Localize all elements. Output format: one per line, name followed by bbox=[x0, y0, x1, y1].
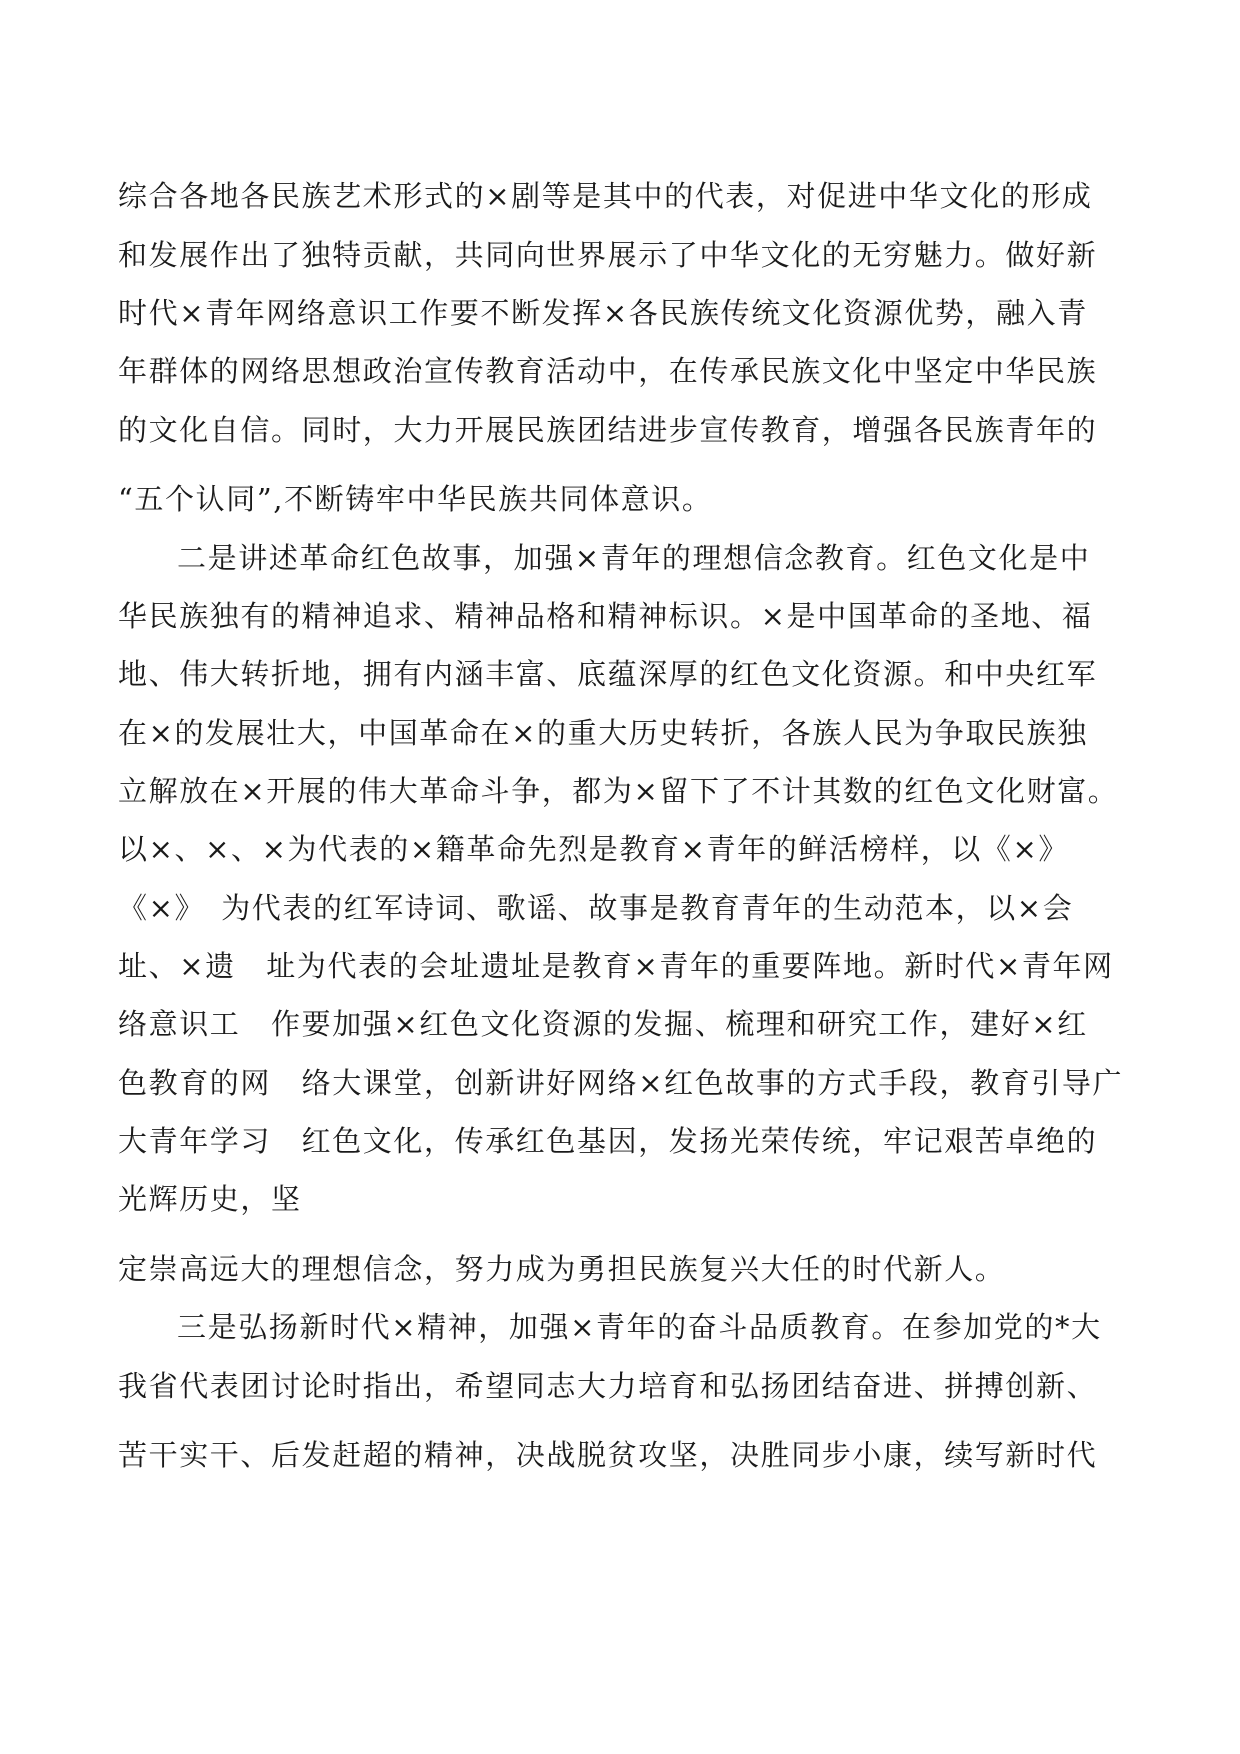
paragraph-3-first-line: 三是弘扬新时代×精神，加强×青年的奋斗品质教育。在参加党的*大 bbox=[177, 1310, 1102, 1344]
text-line-22: 苦干实干、后发赶超的精神，决战脱贫攻坚，决胜同步小康，续写新时代 bbox=[118, 1438, 1098, 1472]
text-line-10: 在×的发展壮大，中国革命在×的重大历史转折，各族人民为争取民族独 bbox=[118, 716, 1088, 750]
text-line-11: 立解放在×开展的伟大革命斗争，都为×留下了不计其数的红色文化财富。 bbox=[118, 774, 1119, 808]
text-line-1: 综合各地各民族艺术形式的×剧等是其中的代表，对促进中华文化的形成 bbox=[118, 179, 1093, 213]
text-line-8: 华民族独有的精神追求、精神品格和精神标识。×是中国革命的圣地、福 bbox=[118, 599, 1093, 633]
text-line-19: 定崇高远大的理想信念，努力成为勇担民族复兴大任的时代新人。 bbox=[118, 1252, 1006, 1286]
text-line-6: “五个认同”,不断铸牢中华民族共同体意识。 bbox=[118, 482, 713, 516]
text-line-18: 光辉历史，坚 bbox=[118, 1182, 302, 1216]
text-line-3: 时代×青年网络意识工作要不断发挥×各民族传统文化资源优势，融入青 bbox=[118, 296, 1088, 330]
text-line-13: 《×》 为代表的红军诗词、歌谣、故事是教育青年的生动范本，以×会 bbox=[118, 891, 1074, 925]
text-line-17: 大青年学习 红色文化，传承红色基因，发扬光荣传统，牢记艰苦卓绝的 bbox=[118, 1124, 1098, 1158]
text-line-9: 地、伟大转折地，拥有内涵丰富、底蕴深厚的红色文化资源。和中央红军 bbox=[118, 657, 1098, 691]
paragraph-2-first-line: 二是讲述革命红色故事，加强×青年的理想信念教育。红色文化是中 bbox=[177, 541, 1091, 575]
text-line-2: 和发展作出了独特贡献，共同向世界展示了中华文化的无穷魅力。做好新 bbox=[118, 238, 1098, 272]
text-line-5: 的文化自信。同时，大力开展民族团结进步宣传教育，增强各民族青年的 bbox=[118, 413, 1098, 447]
text-line-21: 我省代表团讨论时指出，希望同志大力培育和弘扬团结奋进、拼搏创新、 bbox=[118, 1369, 1098, 1403]
text-line-14: 址、×遗 址为代表的会址遗址是教育×青年的重要阵地。新时代×青年网 bbox=[118, 949, 1114, 983]
text-line-12: 以×、×、×为代表的×籍革命先烈是教育×青年的鲜活榜样，以《×》 bbox=[118, 832, 1069, 866]
text-line-16: 色教育的网 络大课堂，创新讲好网络×红色故事的方式手段，教育引导广 bbox=[118, 1066, 1124, 1100]
text-line-15: 络意识工 作要加强×红色文化资源的发掘、梳理和研究工作，建好×红 bbox=[118, 1007, 1088, 1041]
text-line-4: 年群体的网络思想政治宣传教育活动中，在传承民族文化中坚定中华民族 bbox=[118, 354, 1098, 388]
